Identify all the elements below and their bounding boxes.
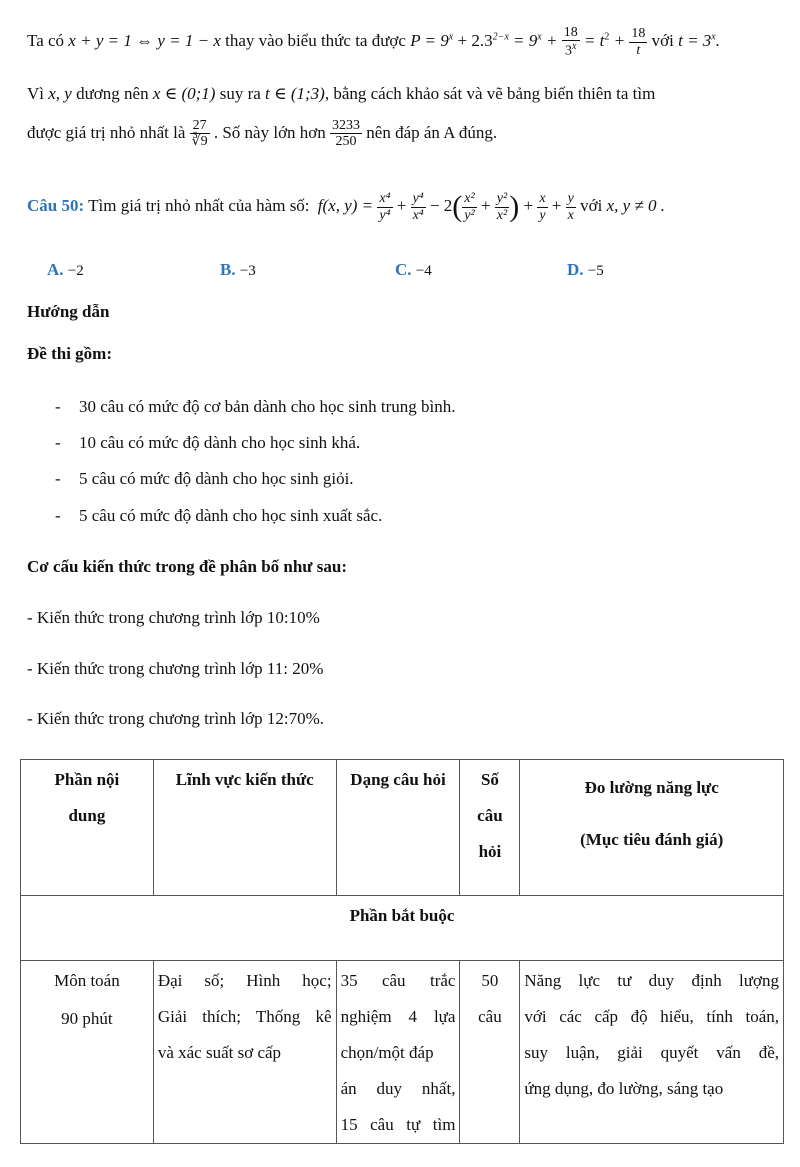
option-a[interactable]: A. −2 xyxy=(47,260,84,279)
compare-fraction: $\frac{3233}{250}$ xyxy=(332,118,361,150)
question-50: Câu 50: Tìm giá trị nhỏ nhất của hàm số: f(x, y) = $\frac{\text{x⁴}}{\text{y⁴}}$ + $\frac{\text{y⁴}}{\text{x⁴}}$ − 2( $\frac{\text{x²}}{\text{y²}}$ + $\frac{\text{y²}}{\text{x²}}$ ) + $\frac{x}{y}$ + $\frac{y}{x}$ với x, y ≠ 0 . xyxy=(27,190,665,223)
exam-item: - 30 câu có mức độ cơ bản dành cho học sinh trung bình. xyxy=(55,397,456,416)
exam-structure-table xyxy=(20,759,784,1144)
structure-item: - Kiến thức trong chương trình lớp 10:10% xyxy=(27,608,320,627)
subject-cell: Môn toán 90 phút xyxy=(21,961,154,1144)
text: Ta có xyxy=(27,31,65,51)
question-label: Câu 50: xyxy=(27,195,85,215)
structure-heading: Cơ cấu kiến thức trong đề phân bố như sau: xyxy=(27,557,347,576)
exam-item: - 10 câu có mức độ dành cho học sinh khá. xyxy=(55,433,361,452)
solution-line-3: được giá trị nhỏ nhất là $\frac{27}{∛9}$ . Số này lớn hơn $\frac{3233}{250}$ nên đáp án A đúng. xyxy=(27,118,498,150)
exam-item: - 5 câu có mức độ dành cho học sinh giỏi. xyxy=(55,469,354,488)
table-header-row xyxy=(21,760,784,896)
competence-cell: Năng lực tư duy định lượng với các cấp độ hiểu, tính toán, suy luận, giải quyết vấn đề, ứng dụng, đo lường, sáng tạo xyxy=(520,961,784,1144)
equation-xy: x + y = 1 ⇔ y = 1 − x xyxy=(68,31,221,51)
exam-heading: Đề thi gồm: xyxy=(27,344,112,363)
header-question-type: Dạng câu hỏi xyxy=(336,760,460,896)
structure-item: - Kiến thức trong chương trình lớp 12:70%. xyxy=(27,709,325,728)
text: với xyxy=(651,31,674,51)
header-knowledge-field: Lĩnh vực kiến thức xyxy=(153,760,336,896)
x-range: x ∈ (0;1) xyxy=(152,84,216,103)
function-name: f(x, y) = xyxy=(317,195,374,215)
header-competence: Đo lường năng lực (Mục tiêu đánh giá) xyxy=(520,760,784,896)
t-range: t ∈ (1;3) xyxy=(265,84,325,103)
option-b[interactable]: B. −3 xyxy=(220,260,256,279)
t-definition: $t = 3^x$. xyxy=(678,31,720,51)
min-value-fraction: $\frac{27}{∛9}$ xyxy=(191,118,208,150)
field-cell: Đại số; Hình học; Giải thích; Thống kê và xác suất sơ cấp xyxy=(153,961,336,1144)
count-cell: 50 câu xyxy=(460,961,520,1144)
expression-P: $P = 9^x + 2.3^{2-x} = 9^x$ + $\frac{18}{3^x}$ = $t^2$ + $\frac{18}{t}$ xyxy=(410,25,646,60)
option-c[interactable]: C. −4 xyxy=(395,260,432,279)
structure-item: - Kiến thức trong chương trình lớp 11: 20% xyxy=(27,659,324,678)
header-content-part: Phần nội dung xyxy=(21,760,154,896)
question-type-cell: 35 câu trắc nghiệm 4 lựa chọn/một đáp án duy nhất, 15 câu tự tìm xyxy=(336,961,460,1144)
header-question-count: Số câu hỏi xyxy=(460,760,520,896)
option-d[interactable]: D. −5 xyxy=(567,260,604,279)
guide-heading: Hướng dẫn xyxy=(27,302,110,321)
solution-line-1 xyxy=(27,25,720,59)
table-row xyxy=(21,961,784,1144)
solution-line-2: Vì x, y dương nên x ∈ (0;1) suy ra t ∈ (1;3), bằng cách khảo sát và vẽ bảng biến thiên ta tìm xyxy=(27,84,656,103)
section-mandatory: Phần bắt buộc xyxy=(21,896,784,961)
table-section-row xyxy=(21,896,784,961)
text: thay vào biểu thức ta được xyxy=(225,31,406,51)
exam-item: - 5 câu có mức độ dành cho học sinh xuất sắc. xyxy=(55,506,383,525)
